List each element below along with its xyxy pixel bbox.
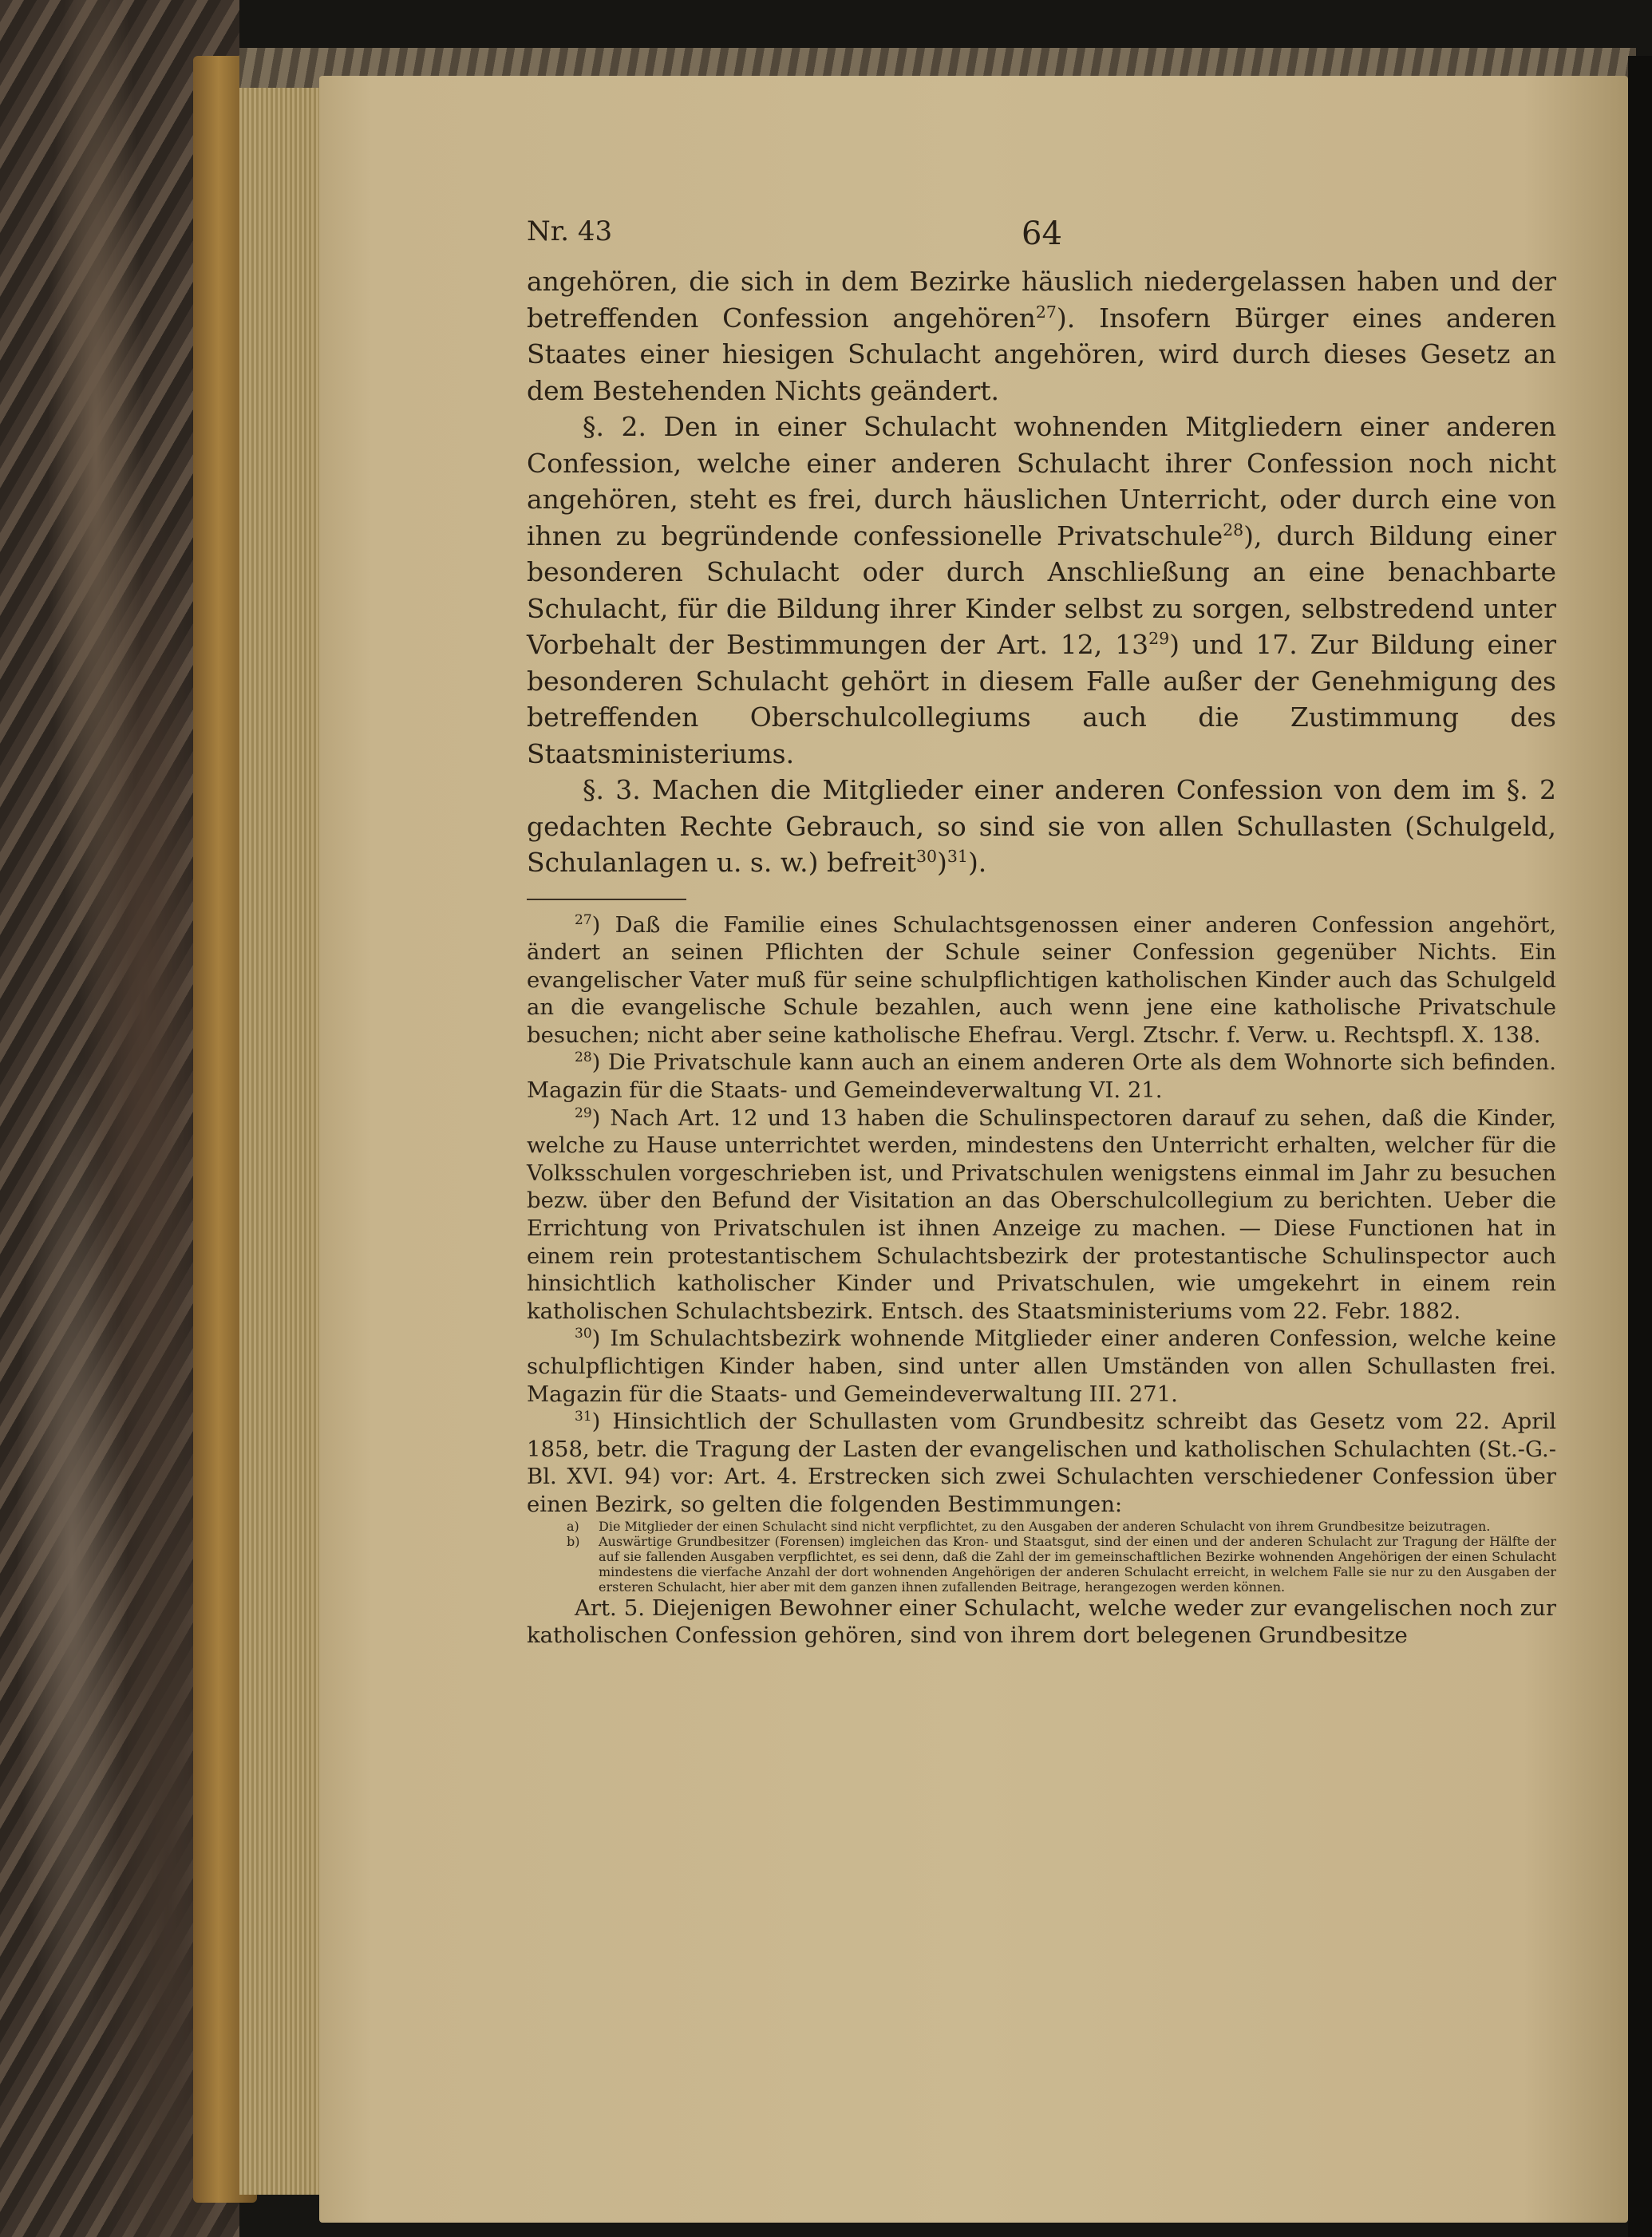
page-text bbox=[527, 215, 1556, 1650]
footnotes bbox=[527, 911, 1556, 1650]
footnote-item-a: a) Die Mitglieder der einen Schulacht sind nicht verpflichtet, zu den Ausgaben der anderen Schulacht von ihrem Grundbesitze beizutragen. bbox=[567, 1518, 1491, 1534]
footnote-art-5: Art. 5. Diejenigen Bewohner einer Schulacht, welche weder zur evangelischen noch zur katholischen Confession gehören, sind von ihrem dort belegenen Grundbesitze bbox=[527, 1595, 1556, 1649]
page-edges bbox=[239, 80, 327, 2195]
paragraph-continued: angehören, die sich in dem Bezirke häuslich niedergelassen haben und der betreffenden Confession angehören$^{27}$). Insofern Bürger eines anderen Staates einer hiesigen Schulacht angehören, wird durch dieses Gesetz an dem Bestehenden Nichts geändert. bbox=[527, 266, 1556, 406]
page-number: 64 bbox=[1022, 215, 1062, 252]
footnote-27: $^{27}$) Daß die Familie eines Schulachtsgenossen einer anderen Confession angehört, ändert an seinen Pflichten der Schule seiner Confession gegenüber Nichts. Ein evangelischer Vater muß für seine schulpflichtigen katholischen Kinder auch das Schulgeld an die evangelische Schule bezahlen, auch wenn jene eine katholische Privatschule besuchen; nicht aber seine katholische Ehefrau. Vergl. Ztschr. f. Verw. u. Rechtspfl. X. 138. bbox=[527, 911, 1556, 1048]
footnote-29: $^{29}$) Nach Art. 12 und 13 haben die Schulinspectoren darauf zu sehen, daß die Kinder, welche zu Hause unterrichtet werden, mindestens den Unterricht erhalten, welcher für die Volksschulen vorgeschrieben ist, und Privatschulen wenigstens einmal im Jahr zu besuchen bezw. über den Befund der Visitation an das Oberschulcollegium zu berichten. Ueber die Errichtung von Privatschulen ist ihnen Anzeige zu machen. — Diese Functionen hat in einem rein protestantischem Schulachtsbezirk der protestantische Schulinspector auch hinsichtlich katholischer Kinder und Privatschulen, wie umgekehrt in einem rein katholischen Schulachtsbezirk. Entsch. des Staatsministeriums vom 22. Febr. 1882. bbox=[527, 1105, 1556, 1324]
footnote-28: $^{28}$) Die Privatschule kann auch an einem anderen Orte als dem Wohnorte sich befinden. Magazin für die Staats- und Gemeindeverwaltung VI. 21. bbox=[527, 1049, 1556, 1104]
footnote-item-b: b) Auswärtige Grundbesitzer (Forensen) imgleichen das Kron- und Staatsgut, sind der einen und der anderen Schulacht zur Tragung der Hälfte der auf sie fallenden Ausgaben verpflichtet, es sei denn, daß die Zahl der im gemeinschaftlichen Bezirke wohnenden Angehörigen der einen Schulacht mindestens die vierfache Anzahl der dort wohnenden Angehörigen der anderen Schulacht erreicht, in welchem Falle sie nur zu den Ausgaben der ersteren Schulacht, hier aber mit dem ganzen ihnen zufallenden Beitrage, herangezogen werden können. bbox=[567, 1533, 1556, 1595]
main-text bbox=[527, 263, 1556, 881]
page-header bbox=[527, 215, 1556, 263]
gutter-shadow bbox=[1628, 56, 1652, 2237]
footnote-31: $^{31}$) Hinsichtlich der Schullasten vom Grundbesitz schreibt das Gesetz vom 22. April 1858, betr. die Tragung der Lasten der evangelischen und katholischen Schulachten (St.-G.-Bl. XVI. 94) vor: Art. 4. Erstrecken sich zwei Schulachten verschiedener Confession über einen Bezirk, so gelten die folgenden Bestimmungen: bbox=[527, 1409, 1556, 1517]
paragraph-section-2: §. 2. Den in einer Schulacht wohnenden Mitgliedern einer anderen Confession, welche einer anderen Schulacht ihrer Confession noch nicht angehören, steht es frei, durch häuslichen Unterricht, oder durch eine von ihnen zu begründende confessionelle Privatschule$^{28}$), durch Bildung einer besonderen Schulacht oder durch Anschließung an eine benachbarte Schulacht, für die Bildung ihrer Kinder selbst zu sorgen, selbstredend unter Vorbehalt der Bestimmungen der Art. 12, $13^{29}$) und 17. Zur Bildung einer besonderen Schulacht gehört in diesem Falle außer der Genehmigung des betreffenden Oberschulcollegiums auch die Zustimmung des Staatsministeriums. bbox=[527, 411, 1556, 769]
series-number: Nr. 43 bbox=[527, 215, 613, 247]
footnote-rule bbox=[527, 899, 686, 900]
paragraph-section-3: §. 3. Machen die Mitglieder einer anderen Confession von dem im §. 2 gedachten Rechte Gebrauch, so sind sie von allen Schullasten (Schulgeld, Schulanlagen u. s. w.) befreit$^{30}$)$^{31}$). bbox=[527, 774, 1556, 878]
footnote-30: $^{30}$) Im Schulachtsbezirk wohnende Mitglieder einer anderen Confession, welche keine schulpflichtigen Kinder haben, sind unter allen Umständen von allen Schullasten frei. Magazin für die Staats- und Gemeindeverwaltung III. 271. bbox=[527, 1326, 1556, 1407]
